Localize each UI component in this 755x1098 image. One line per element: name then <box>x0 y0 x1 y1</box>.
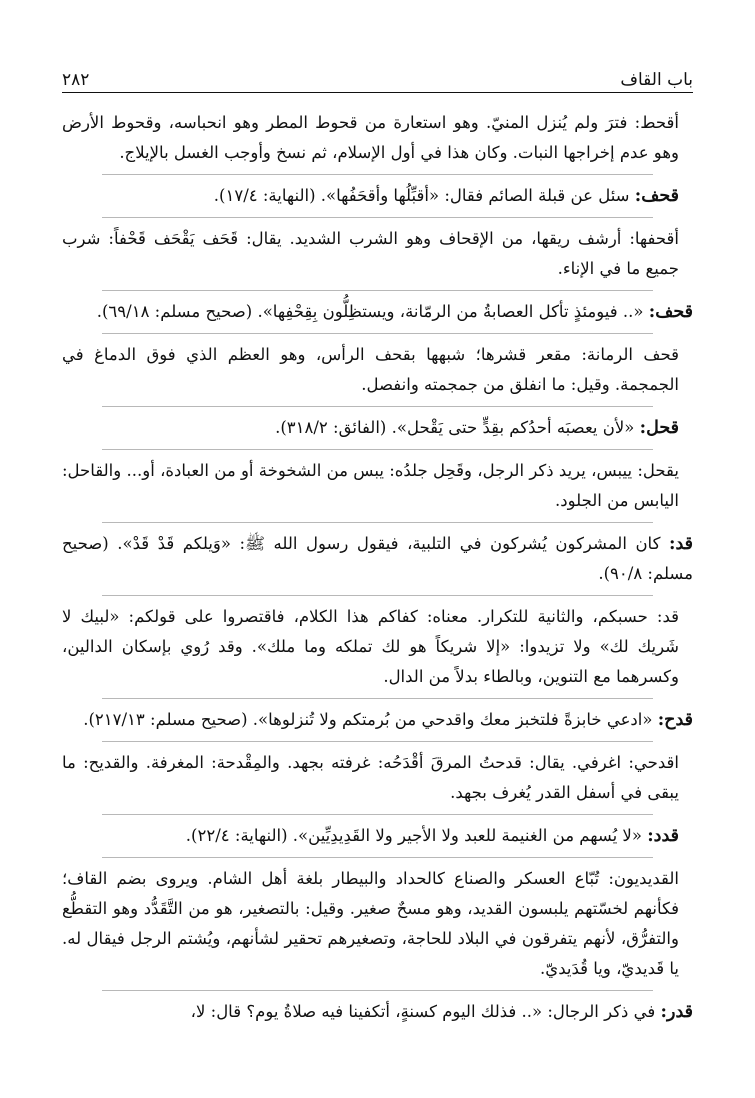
entry-text: في ذكر الرجال: «.. فذلك اليوم كسنةٍ، أتكفينا فيه صلاةُ يوم؟ قال: لا، <box>190 1002 661 1021</box>
hadith-entry <box>62 821 693 851</box>
entry-text: «ادعي خابزةً فلتخبز معك واقدحي من بُرمتكم ولا تُنزلوها». (صحيح مسلم: ٢١٧/١٣). <box>83 710 658 729</box>
gloss-paragraph <box>62 456 693 516</box>
entry-divider <box>102 990 653 991</box>
gloss-paragraph <box>62 748 693 808</box>
header-divider <box>62 92 693 93</box>
gloss-text: القديديون: تُبّاع العسكر والصناع كالحداد والبيطار بلغة أهل الشام. ويروى بضم القاف؛ فكأنهم لخسّتهم يلبسون القديد، وهو مسحٌ صغير. وقيل: بالتصغير، هو من التَّقَدُّد وهو التقطُّع والتفرُّق، لأنهم يتفرقون في البلاد للحاجة، وتصغيرهم تحقير لشأنهم، ويُشتم الرجل فيقال له. يا قَديديّ، ويا قُدَيديّ. <box>62 869 679 978</box>
entry-headword: قحف: <box>648 302 693 322</box>
gloss-paragraph <box>62 864 693 984</box>
gloss-text: يقحل: ييبس، يريد ذكر الرجل، وقَحِل جلدُه: يبس من الشخوخة أو من العبادة، أو... والقاحل: اليابس من الجلود. <box>62 461 679 510</box>
entry-divider <box>102 174 653 175</box>
entry-headword: قحل: <box>639 418 679 438</box>
entry-headword: قدد: <box>647 826 679 846</box>
page-header <box>62 60 693 90</box>
gloss-paragraph <box>62 340 693 400</box>
entry-divider <box>102 406 653 407</box>
entry-headword: قدح: <box>657 710 693 730</box>
entry-divider <box>102 698 653 699</box>
entry-divider <box>102 217 653 218</box>
entry-divider <box>102 857 653 858</box>
hadith-entry <box>62 413 693 443</box>
gloss-text: أقحفها: أرشف ريقها، من الإقحاف وهو الشرب الشديد. يقال: قَحَف يَقْحَف قَحْفاً: شرب جميع ما في الإناء. <box>62 229 679 278</box>
gloss-text: قحف الرمانة: مقعر قشرها؛ شبهها بقحف الرأس، وهو العظم الذي فوق الدماغ في الجمجمة. وقيل: ما انفلق من جمجمته وانفصل. <box>62 345 679 394</box>
entry-divider <box>102 595 653 596</box>
entry-headword: قد: <box>668 534 693 554</box>
entry-text: «لأن يعصبَه أحدُكم بقِدٍّ حتى يَقْحل». (الفائق: ٣١٨/٢). <box>275 418 640 437</box>
entry-divider <box>102 333 653 334</box>
gloss-paragraph <box>62 108 693 168</box>
gloss-paragraph <box>62 602 693 692</box>
entry-headword: قحف: <box>634 186 679 206</box>
entry-text: كان المشركون يُشركون في التلبية، فيقول رسول الله ﷺ: «وَيلكم قَدْ قَدْ». (صحيح مسلم: ٩٠/٨). <box>62 534 693 583</box>
hadith-entry <box>62 181 693 211</box>
hadith-entry <box>62 529 693 589</box>
entry-divider <box>102 290 653 291</box>
gloss-paragraph <box>62 224 693 284</box>
entry-text: «لا يُسهم من الغنيمة للعبد ولا الأجير ولا القَدِيدِيِّين». (النهاية: ٢٢/٤). <box>185 826 648 845</box>
hadith-entry <box>62 997 693 1027</box>
gloss-text: اقدحي: اغرفي. يقال: قدحتُ المرقَ أقْدَحُه: غرفته بجهد. والمِقْدحة: المغرفة. والقديح: ما يبقى في أسفل القدر يُغرف بجهد. <box>62 753 679 802</box>
entry-divider <box>102 741 653 742</box>
gloss-text: أقحط: فترَ ولم يُنزل المنيّ. وهو استعارة من قحوط المطر وهو انحباسه، وقحوط الأرض وهو عدم إخراجها النبات. وكان هذا في أول الإسلام، ثم نسخ وأوجب الغسل بالإيلاج. <box>62 113 679 162</box>
gloss-text: قد: حسبكم، والثانية للتكرار. معناه: كفاكم هذا الكلام، فاقتصروا على قولكم: «لبيك لا شَريك لك» ولا تزيدوا: «إلا شريكاً هو لك تملكه وما ملك». وقد رُوي بإسكان الدالين، وكسرهما مع التنوين، وبالطاء بدلاً من الدال. <box>62 607 679 686</box>
entry-divider <box>102 449 653 450</box>
hadith-entry <box>62 297 693 327</box>
chapter-title: باب القاف <box>620 70 693 90</box>
page-body <box>62 108 693 1033</box>
entry-divider <box>102 522 653 523</box>
entry-headword: قدر: <box>660 1002 693 1022</box>
hadith-entry <box>62 705 693 735</box>
entry-text: سئل عن قبلة الصائم فقال: «أقبِّلُها وأقحَفُها». (النهاية: ١٧/٤). <box>213 186 635 205</box>
entry-divider <box>102 814 653 815</box>
page-number: ٢٨٢ <box>62 70 90 90</box>
entry-text: «.. فيومئذٍ تأكل العصابةُ من الرمّانة، ويستظِلُّون بِقِحْفِها». (صحيح مسلم: ٦٩/١٨). <box>96 302 649 321</box>
